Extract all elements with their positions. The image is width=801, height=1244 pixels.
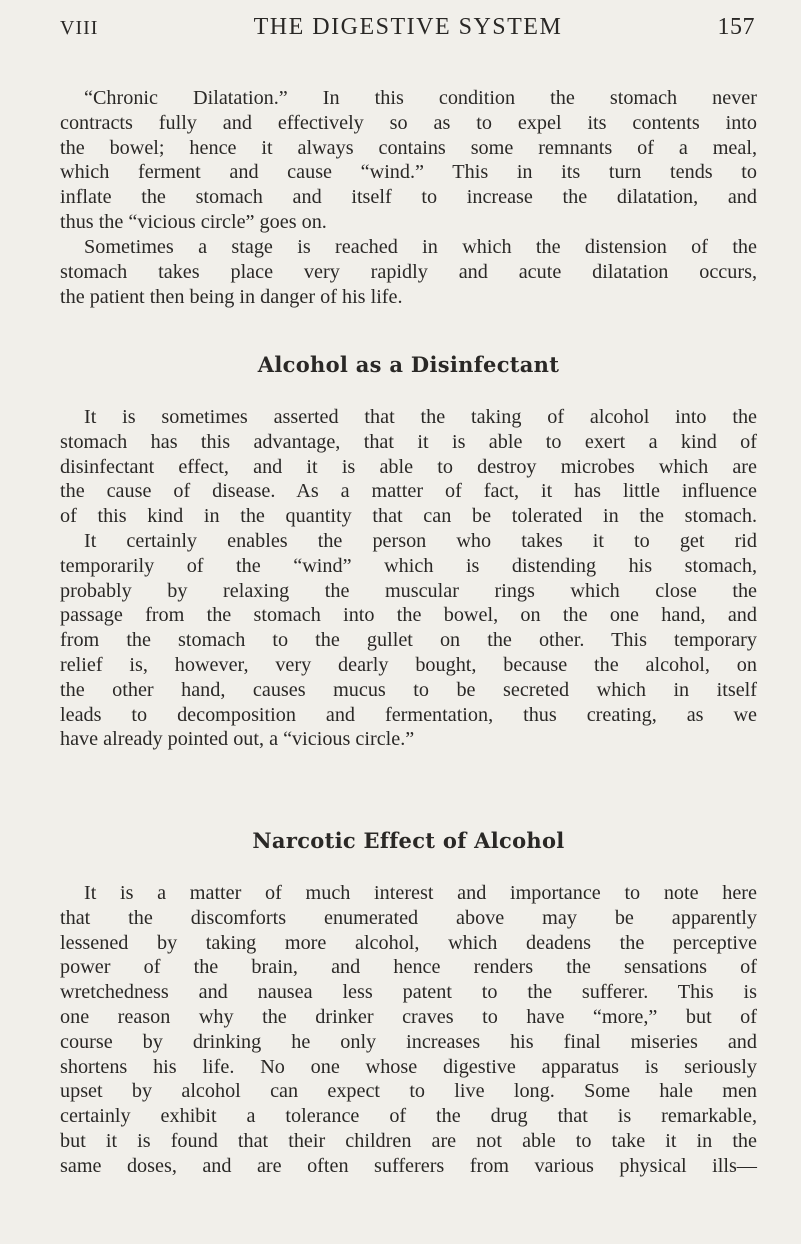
text-line: It is sometimes asserted that the taking of alcohol into the xyxy=(84,406,757,428)
text-line: upset by alcohol can expect to live long. Some hale men xyxy=(60,1080,757,1103)
text-line: from the stomach to the gullet on the other. This temporary xyxy=(60,629,757,652)
text-line: relief is, however, very dearly bought, because the alcohol, on xyxy=(60,653,757,676)
section-heading-disinfectant xyxy=(60,352,757,377)
text-line: wretchedness and nausea less patent to the sufferer. This is xyxy=(60,981,757,1004)
text-line: shortens his life. No one whose digestive apparatus is seriously xyxy=(60,1055,757,1078)
paragraph-narcotic xyxy=(60,881,757,1179)
text-line: one reason why the drinker craves to have “more,” but of xyxy=(60,1005,757,1028)
text-line: the patient then being in danger of his life. xyxy=(60,285,403,308)
text-line: but it is found that their children are not able to take it in the xyxy=(60,1129,757,1152)
text-line: course by drinking he only increases his final miseries and xyxy=(60,1030,757,1053)
running-title: THE DIGESTIVE SYSTEM xyxy=(253,14,563,40)
text-line: stomach has this advantage, that it is able to exert a kind of xyxy=(60,430,757,453)
paragraph-acute-dilatation xyxy=(60,235,757,309)
text-line: stomach takes place very rapidly and acute dilatation occurs, xyxy=(60,260,757,283)
text-line: temporarily of the “wind” which is distending his stomach, xyxy=(60,554,757,577)
running-head xyxy=(60,14,755,44)
text-line: contracts fully and effectively so as to expel its contents into xyxy=(60,111,757,134)
text-line: the bowel; hence it always contains some remnants of a meal, xyxy=(60,136,757,159)
heading-text: Narcotic Effect of Alcohol xyxy=(252,828,565,853)
page-number: 157 xyxy=(717,14,755,40)
text-line: the other hand, causes mucus to be secreted which in itself xyxy=(60,678,757,701)
text-line: thus the “vicious circle” goes on. xyxy=(60,210,327,233)
text-line: the cause of disease. As a matter of fact, it has little influence xyxy=(60,480,757,503)
paragraph-disinfectant xyxy=(60,405,757,752)
chapter-number: VIII xyxy=(60,17,99,39)
text-line: Sometimes a stage is reached in which the distension of the xyxy=(84,236,757,258)
text-line: probably by relaxing the muscular rings which close the xyxy=(60,579,757,602)
text-line: have already pointed out, a “vicious circle.” xyxy=(60,728,415,751)
text-line: It certainly enables the person who takes it to get rid xyxy=(84,529,757,552)
text-line: inflate the stomach and itself to increase the dilatation, and xyxy=(60,186,757,209)
heading-text: Alcohol as a Disinfectant xyxy=(257,352,560,377)
text-line: lessened by taking more alcohol, which deadens the perceptive xyxy=(60,931,757,954)
text-line: that the discomforts enumerated above may be apparently xyxy=(60,906,757,929)
text-line: certainly exhibit a tolerance of the drug that is remarkable, xyxy=(60,1105,757,1128)
section-heading-narcotic xyxy=(60,828,757,853)
text-line: passage from the stomach into the bowel, on the one hand, and xyxy=(60,604,757,627)
paragraph-chronic-dilatation xyxy=(60,86,757,235)
text-line: which ferment and cause “wind.” This in its turn tends to xyxy=(60,161,757,184)
text-line: same doses, and are often sufferers from various physical ills— xyxy=(60,1154,757,1177)
text-line: leads to decomposition and fermentation, thus creating, as we xyxy=(60,703,757,726)
text-line: It is a matter of much interest and importance to note here xyxy=(84,882,757,904)
text-line: power of the brain, and hence renders the sensations of xyxy=(60,956,757,979)
text-line: disinfectant effect, and it is able to destroy microbes which are xyxy=(60,455,757,478)
text-line: of this kind in the quantity that can be tolerated in the stomach. xyxy=(60,505,757,528)
text-line: “Chronic Dilatation.” In this condition the stomach never xyxy=(84,87,757,109)
